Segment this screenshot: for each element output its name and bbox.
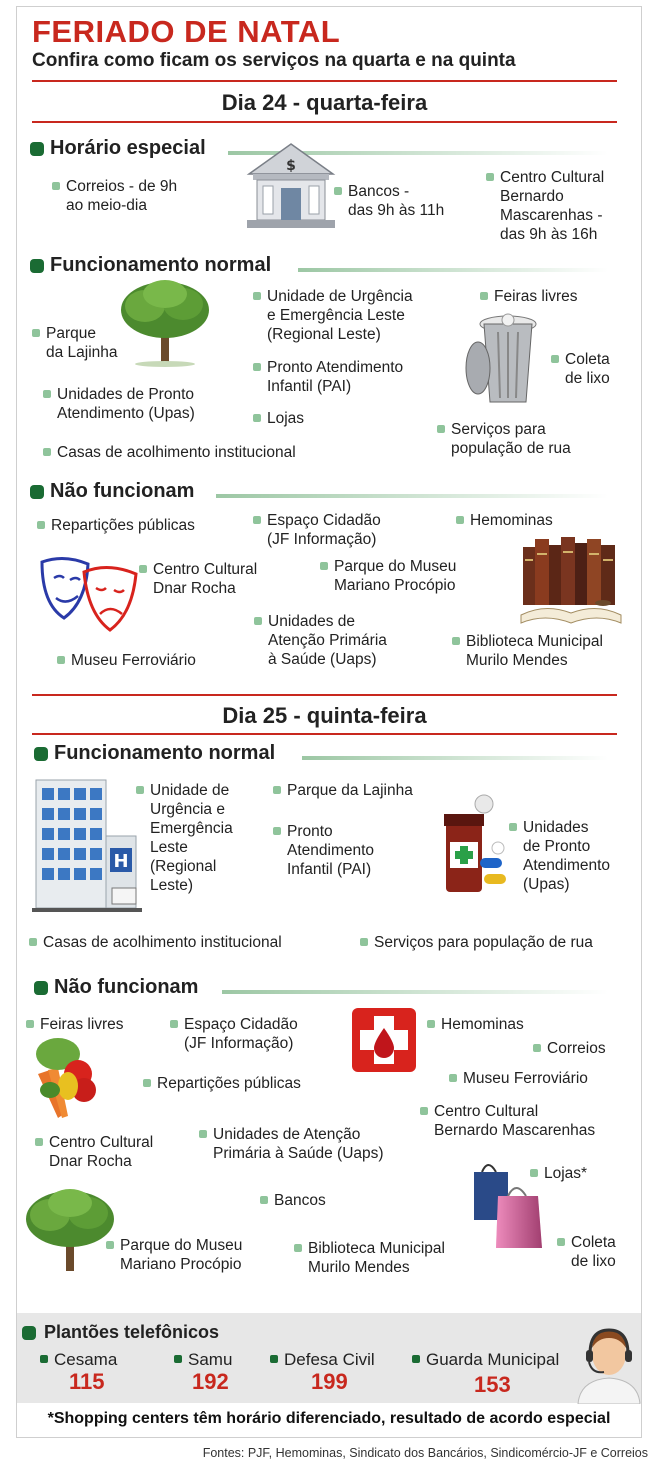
list-item: Hemominas [427, 1015, 524, 1034]
section-nao-funcionam-25: Não funcionam [34, 976, 198, 999]
day24-heading: Dia 24 - quarta-feira [221, 90, 428, 115]
list-item: Lojas* [530, 1164, 587, 1183]
list-item: Correios [533, 1039, 606, 1058]
list-item: Unidades de Pronto Atendimento (Upas) [509, 818, 610, 894]
sources: Fontes: PJF, Hemominas, Sindicato dos Bancários, Sindicomércio-JF e Correios [202, 1446, 648, 1460]
list-item: Pronto Atendimento Infantil (PAI) [273, 822, 374, 879]
section-bullet-icon [30, 142, 44, 156]
list-item: Casas de acolhimento institucional [43, 443, 296, 462]
list-item: Centro Cultural Bernardo Mascarenhas - das 9h às 16h [486, 168, 604, 244]
plantao-name: Defesa Civil [270, 1350, 375, 1370]
svg-text:H: H [113, 851, 129, 872]
section-line [298, 268, 608, 272]
page-title: FERIADO DE NATAL [32, 14, 341, 49]
list-item: Parque do Museu Mariano Procópio [320, 557, 456, 595]
list-item: Parque da Lajinha [273, 781, 413, 800]
tree-icon [115, 276, 215, 368]
list-item: Repartições públicas [143, 1074, 301, 1093]
section-bullet-icon [30, 485, 44, 499]
list-item: Serviços para população de rua [360, 933, 593, 952]
plantao-number: 199 [311, 1369, 348, 1394]
list-item: Parque do Museu Mariano Procópio [106, 1236, 242, 1274]
section-funcionamento-normal-25: Funcionamento normal [34, 742, 275, 765]
section-line [302, 756, 608, 760]
svg-text:$: $ [286, 158, 296, 174]
section-bullet-icon [22, 1326, 36, 1340]
page-subtitle: Confira como ficam os serviços na quarta e na quinta [32, 50, 516, 71]
section-line [216, 494, 608, 498]
plantao-name: Samu [174, 1350, 232, 1370]
list-item: Espaço Cidadão (JF Informação) [170, 1015, 298, 1053]
list-item: Parque da Lajinha [32, 324, 118, 362]
blood-drop-icon [350, 1006, 418, 1074]
section-nao-funcionam: Não funcionam [30, 480, 194, 503]
list-item: Unidade de Urgência e Emergência Leste (Regional Leste) [136, 781, 233, 895]
list-item: Centro Cultural Dnar Rocha [139, 560, 257, 598]
theater-masks-icon [34, 552, 142, 636]
section-bullet-icon [34, 981, 48, 995]
trash-can-icon [462, 310, 554, 408]
plantao-number: 115 [69, 1369, 105, 1394]
list-item: Centro Cultural Dnar Rocha [35, 1133, 153, 1171]
section-horario-especial: Horário especial [30, 137, 206, 160]
list-item: Pronto Atendimento Infantil (PAI) [253, 358, 403, 396]
divider [32, 121, 617, 123]
hospital-building-icon [32, 776, 142, 916]
section-bullet-icon [30, 259, 44, 273]
shopping-bags-icon [472, 1156, 544, 1252]
plantao-name: Guarda Municipal [412, 1350, 559, 1370]
list-item: Correios - de 9h ao meio-dia [52, 177, 177, 215]
list-item: Centro Cultural Bernardo Mascarenhas [420, 1102, 595, 1140]
divider [32, 733, 617, 735]
list-item: Museu Ferroviário [449, 1069, 588, 1088]
list-item: Biblioteca Municipal Murilo Mendes [452, 632, 603, 670]
medicine-icon [440, 792, 510, 896]
list-item: Biblioteca Municipal Murilo Mendes [294, 1239, 445, 1277]
list-item: Unidade de Urgência e Emergência Leste (Regional Leste) [253, 287, 413, 344]
list-item: Museu Ferroviário [57, 651, 196, 670]
footnote: *Shopping centers têm horário diferenciado, resultado de acordo especial [47, 1410, 611, 1427]
list-item: Espaço Cidadão (JF Informação) [253, 511, 381, 549]
list-item: Bancos - das 9h às 11h [334, 182, 444, 220]
books-icon [515, 533, 627, 629]
list-item: Repartições públicas [37, 516, 195, 535]
plantao-name: Cesama [40, 1350, 117, 1370]
list-item: Casas de acolhimento institucional [29, 933, 282, 952]
list-item: Bancos [260, 1191, 326, 1210]
day25-heading: Dia 25 - quinta-feira [222, 703, 427, 728]
plantao-number: 192 [192, 1369, 229, 1394]
vegetables-icon [28, 1034, 104, 1120]
section-line [222, 990, 608, 994]
list-item: Feiras livres [480, 287, 578, 306]
section-bullet-icon [34, 747, 48, 761]
list-item: Unidades de Pronto Atendimento (Upas) [43, 385, 195, 423]
section-funcionamento-normal: Funcionamento normal [30, 254, 271, 277]
headset-operator-icon [574, 1322, 644, 1404]
tree-icon [20, 1185, 120, 1277]
list-item: Hemominas [456, 511, 553, 530]
list-item: Coleta de lixo [551, 350, 610, 388]
divider [32, 80, 617, 82]
bank-icon [243, 140, 339, 232]
list-item: Unidades de Atenção Primária à Saúde (Uaps) [199, 1125, 384, 1163]
list-item: Unidades de Atenção Primária à Saúde (Uaps) [254, 612, 387, 669]
list-item: Serviços para população de rua [437, 420, 571, 458]
list-item: Feiras livres [26, 1015, 124, 1034]
divider [32, 694, 617, 696]
section-plantoes: Plantões telefônicos [22, 1322, 219, 1343]
list-item: Coleta de lixo [557, 1233, 616, 1271]
plantao-number: 153 [474, 1372, 511, 1397]
list-item: Lojas [253, 409, 304, 428]
